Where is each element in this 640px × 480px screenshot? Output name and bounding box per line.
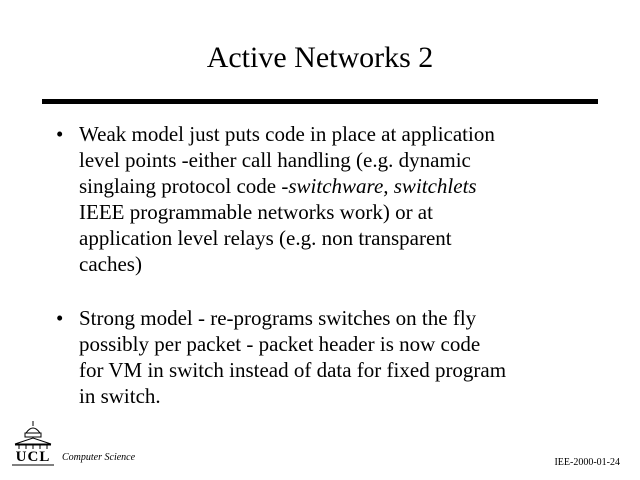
bullet-line — [79, 173, 495, 199]
bullet-strong-model — [79, 305, 506, 409]
bullet-line: in switch. — [79, 384, 161, 408]
bullet-line: IEEE programmable networks work) or at — [79, 200, 433, 224]
bullet-marker: • — [56, 306, 64, 330]
bullet-line-emphasis: switchware, switchlets — [288, 174, 477, 198]
bullet-line: Strong model - re-programs switches on the fly — [79, 306, 477, 330]
bullet-weak-model — [79, 121, 495, 277]
bullet-line: possibly per packet - packet header is now code — [79, 332, 481, 356]
bullet-line: for VM in switch instead of data for fixed program — [79, 358, 507, 382]
ucl-logo-text: UCL — [15, 449, 51, 465]
title-divider — [42, 99, 598, 104]
bullet-line-text: singlaing protocol code - — [79, 174, 289, 198]
bullet-line: application level relays (e.g. non transparent — [79, 226, 452, 250]
slide-title: Active Networks 2 — [206, 41, 434, 74]
department-label: Computer Science — [62, 452, 136, 463]
bullet-line: level points -either call handling (e.g. dynamic — [79, 148, 471, 172]
slide-identifier: IEE-2000-01-24 — [554, 457, 620, 468]
bullet-marker: • — [56, 122, 64, 146]
bullet-line: caches) — [79, 252, 142, 276]
bullet-line: Weak model just puts code in place at application — [79, 122, 495, 146]
